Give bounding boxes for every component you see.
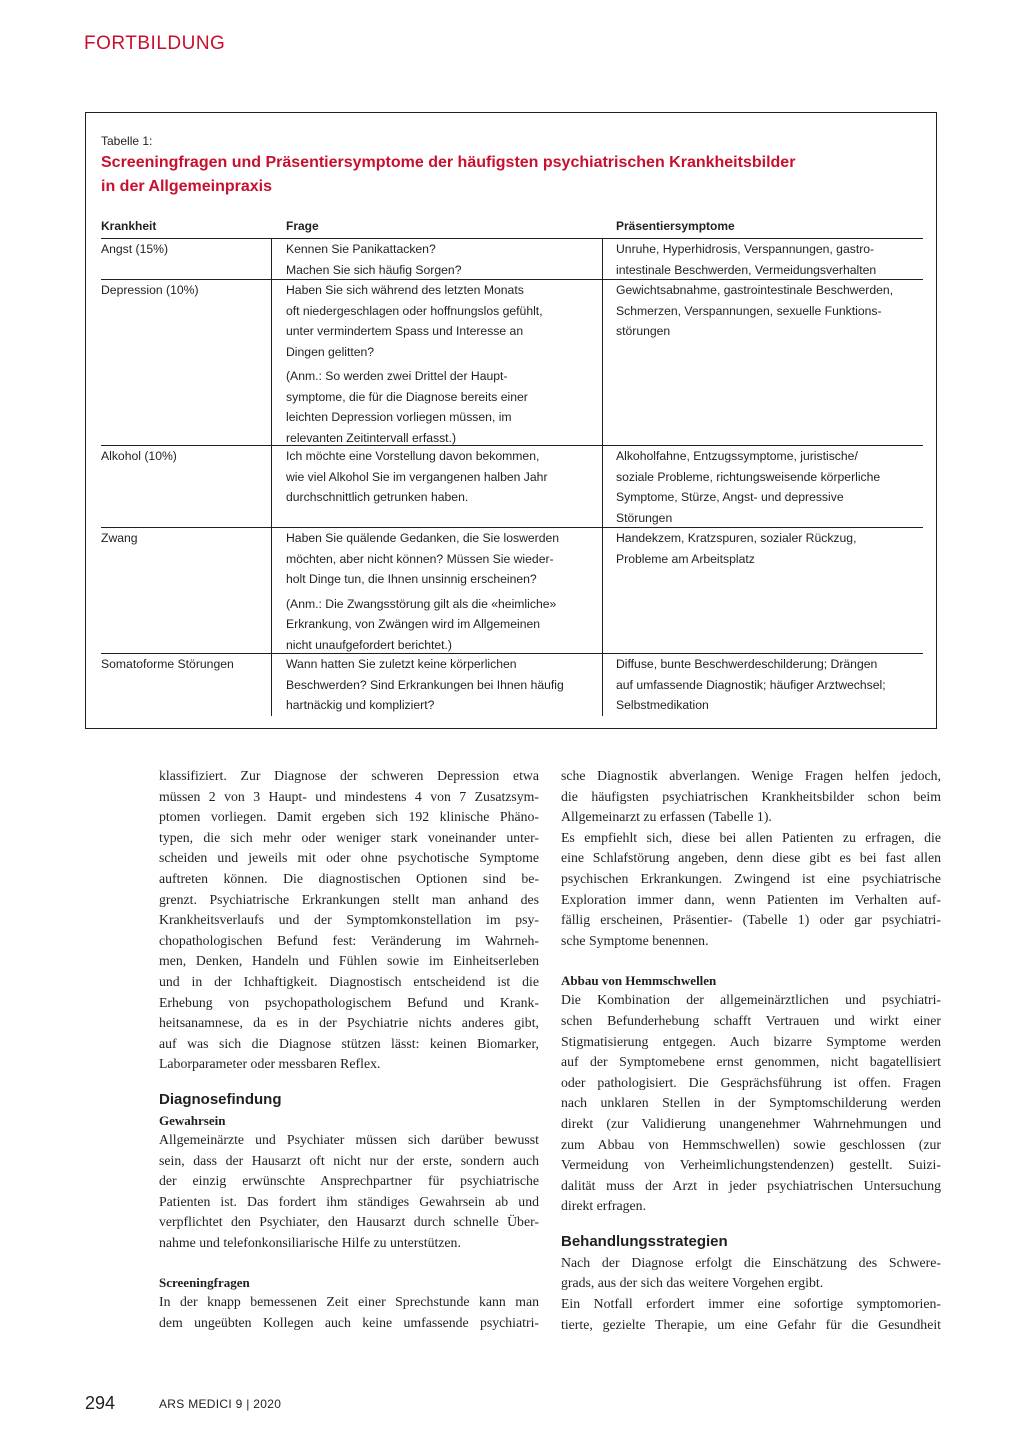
text-line: Beschwerden? Sind Erkrankungen bei Ihnen häufig (286, 677, 564, 692)
table-header (101, 219, 923, 235)
column-divider (271, 654, 272, 716)
cell-symptome (616, 280, 921, 342)
text-line: direkt (zur Validierung unangenehmer Wahrnehmungen und (561, 1115, 941, 1131)
cell-krankheit: Somatoforme Störungen (101, 657, 234, 671)
text-line: Schmerzen, Verspannungen, sexuelle Funktions- (616, 303, 882, 318)
text-line: Erhebung von psychopathologischem Befund und Krank- (159, 994, 539, 1010)
text-line: Krankheitsverlaufs und der Symptomkonstellation im psy- (159, 912, 539, 928)
column-divider (602, 446, 603, 528)
text-line: leichten Depression vorliegen müssen, im (286, 410, 512, 424)
text-line: verpflichtet den Psychiater, den Hausarzt durch schnelle Über- (159, 1214, 539, 1230)
text-line: klassifiziert. Zur Diagnose der schweren Depression etwa (159, 768, 539, 783)
text-line: oder pathologisiert. Die Gesprächsführung ist offen. Fragen (561, 1074, 941, 1090)
cell-krankheit: Zwang (101, 531, 138, 545)
text-line: die häufigsten psychiatrischen Krankheitsbilder schon beim (561, 788, 941, 804)
text-line: möchten, aber nicht können? Müssen Sie wieder- (286, 551, 554, 566)
text-line: men, Denken, Handeln und Fühlen sowie im Einheitserleben (159, 953, 539, 969)
text-line: hartnäckig und kompliziert? (286, 698, 435, 712)
cell-note (286, 366, 601, 448)
text-line: sche Diagnostik abverlangen. Wenige Fragen helfen jedoch, (561, 768, 941, 783)
text-line: relevanten Zeitintervall erfasst.) (286, 430, 457, 445)
heading-diagnosefindung: Diagnosefindung (159, 1090, 282, 1108)
section-header: FORTBILDUNG (84, 33, 226, 54)
column-header-symptome: Präsentiersymptome (616, 219, 735, 233)
paragraph-gewahrsein (159, 1130, 539, 1254)
text-line: durchschnittlich getrunken haben. (286, 490, 469, 504)
text-line: eine Schlafstörung angeben, denn diese gibt es bei fast allen (561, 850, 941, 866)
table-row (101, 653, 923, 716)
text-line: dalität muss der Arzt in jeder psychiatrischen Untersuchung (561, 1177, 941, 1193)
spacer (561, 951, 941, 971)
text-line: Nach der Diagnose erfolgt die Einschätzung des Schwere- (561, 1254, 941, 1270)
text-line: auftreten können. Die diagnostischen Optionen sind be- (159, 870, 539, 886)
text-line: Haben Sie quälende Gedanken, die Sie loswerden (286, 531, 560, 545)
table-row (101, 238, 923, 280)
cell-frage (286, 239, 601, 280)
column-header-krankheit: Krankheit (101, 219, 157, 233)
text-line: Stigmatisierung entgegen. Auch bizarre Symptome werden (561, 1033, 941, 1049)
text-line: unter vermindertem Spass und Interesse an (286, 324, 524, 338)
text-line: nicht unaufgefordert berichtet.) (286, 637, 452, 652)
table-box (85, 112, 937, 729)
paragraph-continued (561, 766, 941, 951)
text-line: intestinale Beschwerden, Vermeidungsverhalten (616, 262, 877, 277)
article-column-left (159, 766, 539, 1334)
text-line: oft niedergeschlagen oder hoffnungslos gefühlt, (286, 303, 543, 318)
cell-symptome (616, 446, 921, 528)
subheading-hemmschwellen: Abbau von Hemmschwellen (561, 973, 717, 989)
table-title-line: in der Allgemeinpraxis (101, 178, 273, 195)
text-line: Es empfiehlt sich, diese bei allen Patienten zu erfragen, die (561, 829, 941, 845)
text-line: auf was sich die Diagnose stützen lässt: keinen Biomarker, (159, 1035, 539, 1051)
table-title (101, 151, 921, 199)
text-line: Laborparameter oder messbaren Reflex. (159, 1056, 381, 1072)
cell-frage (286, 528, 601, 655)
table-row (101, 527, 923, 654)
subheading-gewahrsein: Gewahrsein (159, 1112, 226, 1128)
table-row (101, 445, 923, 528)
text-line: (Anm.: So werden zwei Drittel der Haupt- (286, 369, 508, 383)
text-line: grads, aus der sich das weitere Vorgehen ergibt. (561, 1275, 824, 1291)
text-line: und in der Ichhaftigkeit. Diagnostisch entscheidend ist die (159, 973, 539, 989)
text-line: Dingen gelitten? (286, 344, 375, 359)
text-line: Symptome, Stürze, Angst- und depressive (616, 490, 844, 504)
paragraph-behandlung (561, 1253, 941, 1335)
text-line: direkt erfragen. (561, 1198, 647, 1214)
text-line: fällig erscheinen, Präsentier- (Tabelle 1) oder gar psychiatri- (561, 912, 941, 928)
text-line: symptome, die für die Diagnose bereits einer (286, 389, 528, 404)
text-line: heitsanamnese, da es in der Psychiatrie nichts anderes gibt, (159, 1015, 539, 1031)
text-line: grenzt. Psychiatrische Erkrankungen stellt man anhand des (159, 891, 539, 907)
text-line: müssen 2 von 3 Haupt- und mindestens 4 von 7 Zusatzsym- (159, 788, 539, 804)
text-line: Allgemeinarzt zu erfassen (Tabelle 1). (561, 809, 772, 825)
text-line: störungen (616, 324, 671, 338)
text-line: Allgemeinärzte und Psychiater müssen sich darüber bewusst (159, 1131, 539, 1147)
text-line: Gewichtsabnahme, gastrointestinale Beschwerden, (616, 283, 894, 297)
column-header-frage: Frage (286, 219, 319, 233)
column-divider (602, 239, 603, 280)
article-column-right (561, 766, 941, 1335)
text-line: Handekzem, Kratzspuren, sozialer Rückzug, (616, 531, 857, 545)
text-line: wie viel Alkohol Sie im vergangenen halben Jahr (286, 469, 548, 484)
cell-note (286, 594, 601, 656)
text-line: Vermeidung von Verheimlichungstendenzen) gestellt. Suizi- (561, 1157, 941, 1173)
cell-frage (286, 446, 601, 508)
text-line: Ein Notfall erfordert immer eine sofortige symptomorien- (561, 1296, 941, 1312)
column-divider (271, 446, 272, 528)
text-line: Kennen Sie Panikattacken? (286, 242, 436, 256)
cell-symptome (616, 654, 921, 716)
text-line: Haben Sie sich während des letzten Monats (286, 283, 524, 297)
text-line: auf umfassende Diagnostik; häufiger Arztwechsel; (616, 677, 886, 692)
text-line: psychischen Erkrankungen. Zwingend ist eine psychiatrische (561, 870, 941, 886)
column-divider (271, 239, 272, 280)
paragraph-intro (159, 766, 539, 1075)
subheading-screeningfragen: Screeningfragen (159, 1275, 250, 1291)
spacer (159, 1253, 539, 1273)
text-line: Die Kombination der allgemeinärztlichen und psychiatri- (561, 992, 941, 1008)
text-line: Störungen (616, 510, 673, 525)
text-line: ptomen vorliegen. Damit ergeben sich 192 klinische Phäno- (159, 809, 539, 825)
text-line: soziale Probleme, richtungsweisende körperliche (616, 469, 881, 484)
cell-symptome (616, 528, 921, 569)
text-line: Exploration immer dann, wenn Patienten im Verhalten auf- (561, 891, 941, 907)
page-number: 294 (85, 1393, 116, 1413)
column-divider (602, 654, 603, 716)
text-line: auf der Symptomebene ernst genommen, nicht bagatellisiert (561, 1054, 941, 1070)
text-line: Probleme am Arbeitsplatz (616, 551, 755, 566)
text-line: sein, dass der Hausarzt oft nicht nur der erste, sondern auch (159, 1152, 539, 1168)
column-divider (602, 280, 603, 446)
cell-krankheit: Depression (10%) (101, 283, 199, 297)
column-divider (602, 528, 603, 654)
text-line: In der knapp bemessenen Zeit einer Sprechstunde kann man (159, 1294, 539, 1310)
text-line: Selbstmedikation (616, 698, 709, 712)
text-line: der einzig erwünschte Ansprechpartner für psychiatrische (159, 1173, 539, 1189)
text-line: Diffuse, bunte Beschwerdeschilderung; Drängen (616, 657, 878, 671)
text-line: nahme und telefonkonsiliarische Hilfe zu unterstützen. (159, 1234, 461, 1250)
cell-frage (286, 654, 601, 716)
text-line: typen, die sich mehr oder weniger stark voneinander unter- (159, 829, 539, 845)
heading-behandlungsstrategien: Behandlungsstrategien (561, 1232, 728, 1250)
cell-krankheit: Angst (15%) (101, 242, 169, 256)
text-line: zum Abbau von Hemmschwellen) sowie geschlossen (zur (561, 1136, 941, 1152)
table-label: Tabelle 1: (101, 134, 153, 148)
text-line: holt Dinge tun, die Ihnen unsinnig erscheinen? (286, 572, 537, 586)
text-line: nach unklaren Stellen in der Symptomschilderung werden (561, 1095, 941, 1111)
text-line: sche Symptome benennen. (561, 932, 709, 948)
text-line: Wann hatten Sie zuletzt keine körperlichen (286, 657, 517, 671)
text-line: schen Befunderhebung schafft Vertrauen und wirkt einer (561, 1012, 941, 1028)
cell-frage (286, 280, 601, 448)
table-title-line: Screeningfragen und Präsentiersymptome der häufigsten psychiatrischen Krankheitsbilder (101, 154, 796, 171)
text-line: scheiden und jeweils mit oder ohne psychotische Symptome (159, 850, 539, 866)
text-line: Erkrankung, von Zwängen wird im Allgemeinen (286, 617, 541, 631)
journal-name: ARS MEDICI 9 | 2020 (159, 1397, 282, 1411)
cell-krankheit: Alkohol (10%) (101, 449, 177, 463)
text-line: (Anm.: Die Zwangsstörung gilt als die «heimliche» (286, 596, 557, 611)
paragraph-screeningfragen (159, 1292, 539, 1333)
text-line: Ich möchte eine Vorstellung davon bekommen, (286, 449, 540, 463)
text-line: Patienten ist. Das fordert ihm ständiges Gewahrsein ab und (159, 1193, 539, 1209)
text-line: chopathologischen Befund fest: Veränderung im Wahrneh- (159, 932, 539, 948)
table-row (101, 279, 923, 446)
text-line: tierte, gezielte Therapie, um eine Gefahr für die Gesundheit (561, 1316, 941, 1332)
text-line: Machen Sie sich häufig Sorgen? (286, 262, 462, 277)
cell-symptome (616, 239, 921, 280)
text-line: Alkoholfahne, Entzugssymptome, juristische/ (616, 449, 858, 463)
text-line: dem ungeübten Kollegen auch keine umfassende psychiatri- (159, 1315, 539, 1331)
text-line: Unruhe, Hyperhidrosis, Verspannungen, gastro- (616, 242, 875, 256)
paragraph-hemmschwellen (561, 990, 941, 1217)
column-divider (271, 280, 272, 446)
column-divider (271, 528, 272, 654)
